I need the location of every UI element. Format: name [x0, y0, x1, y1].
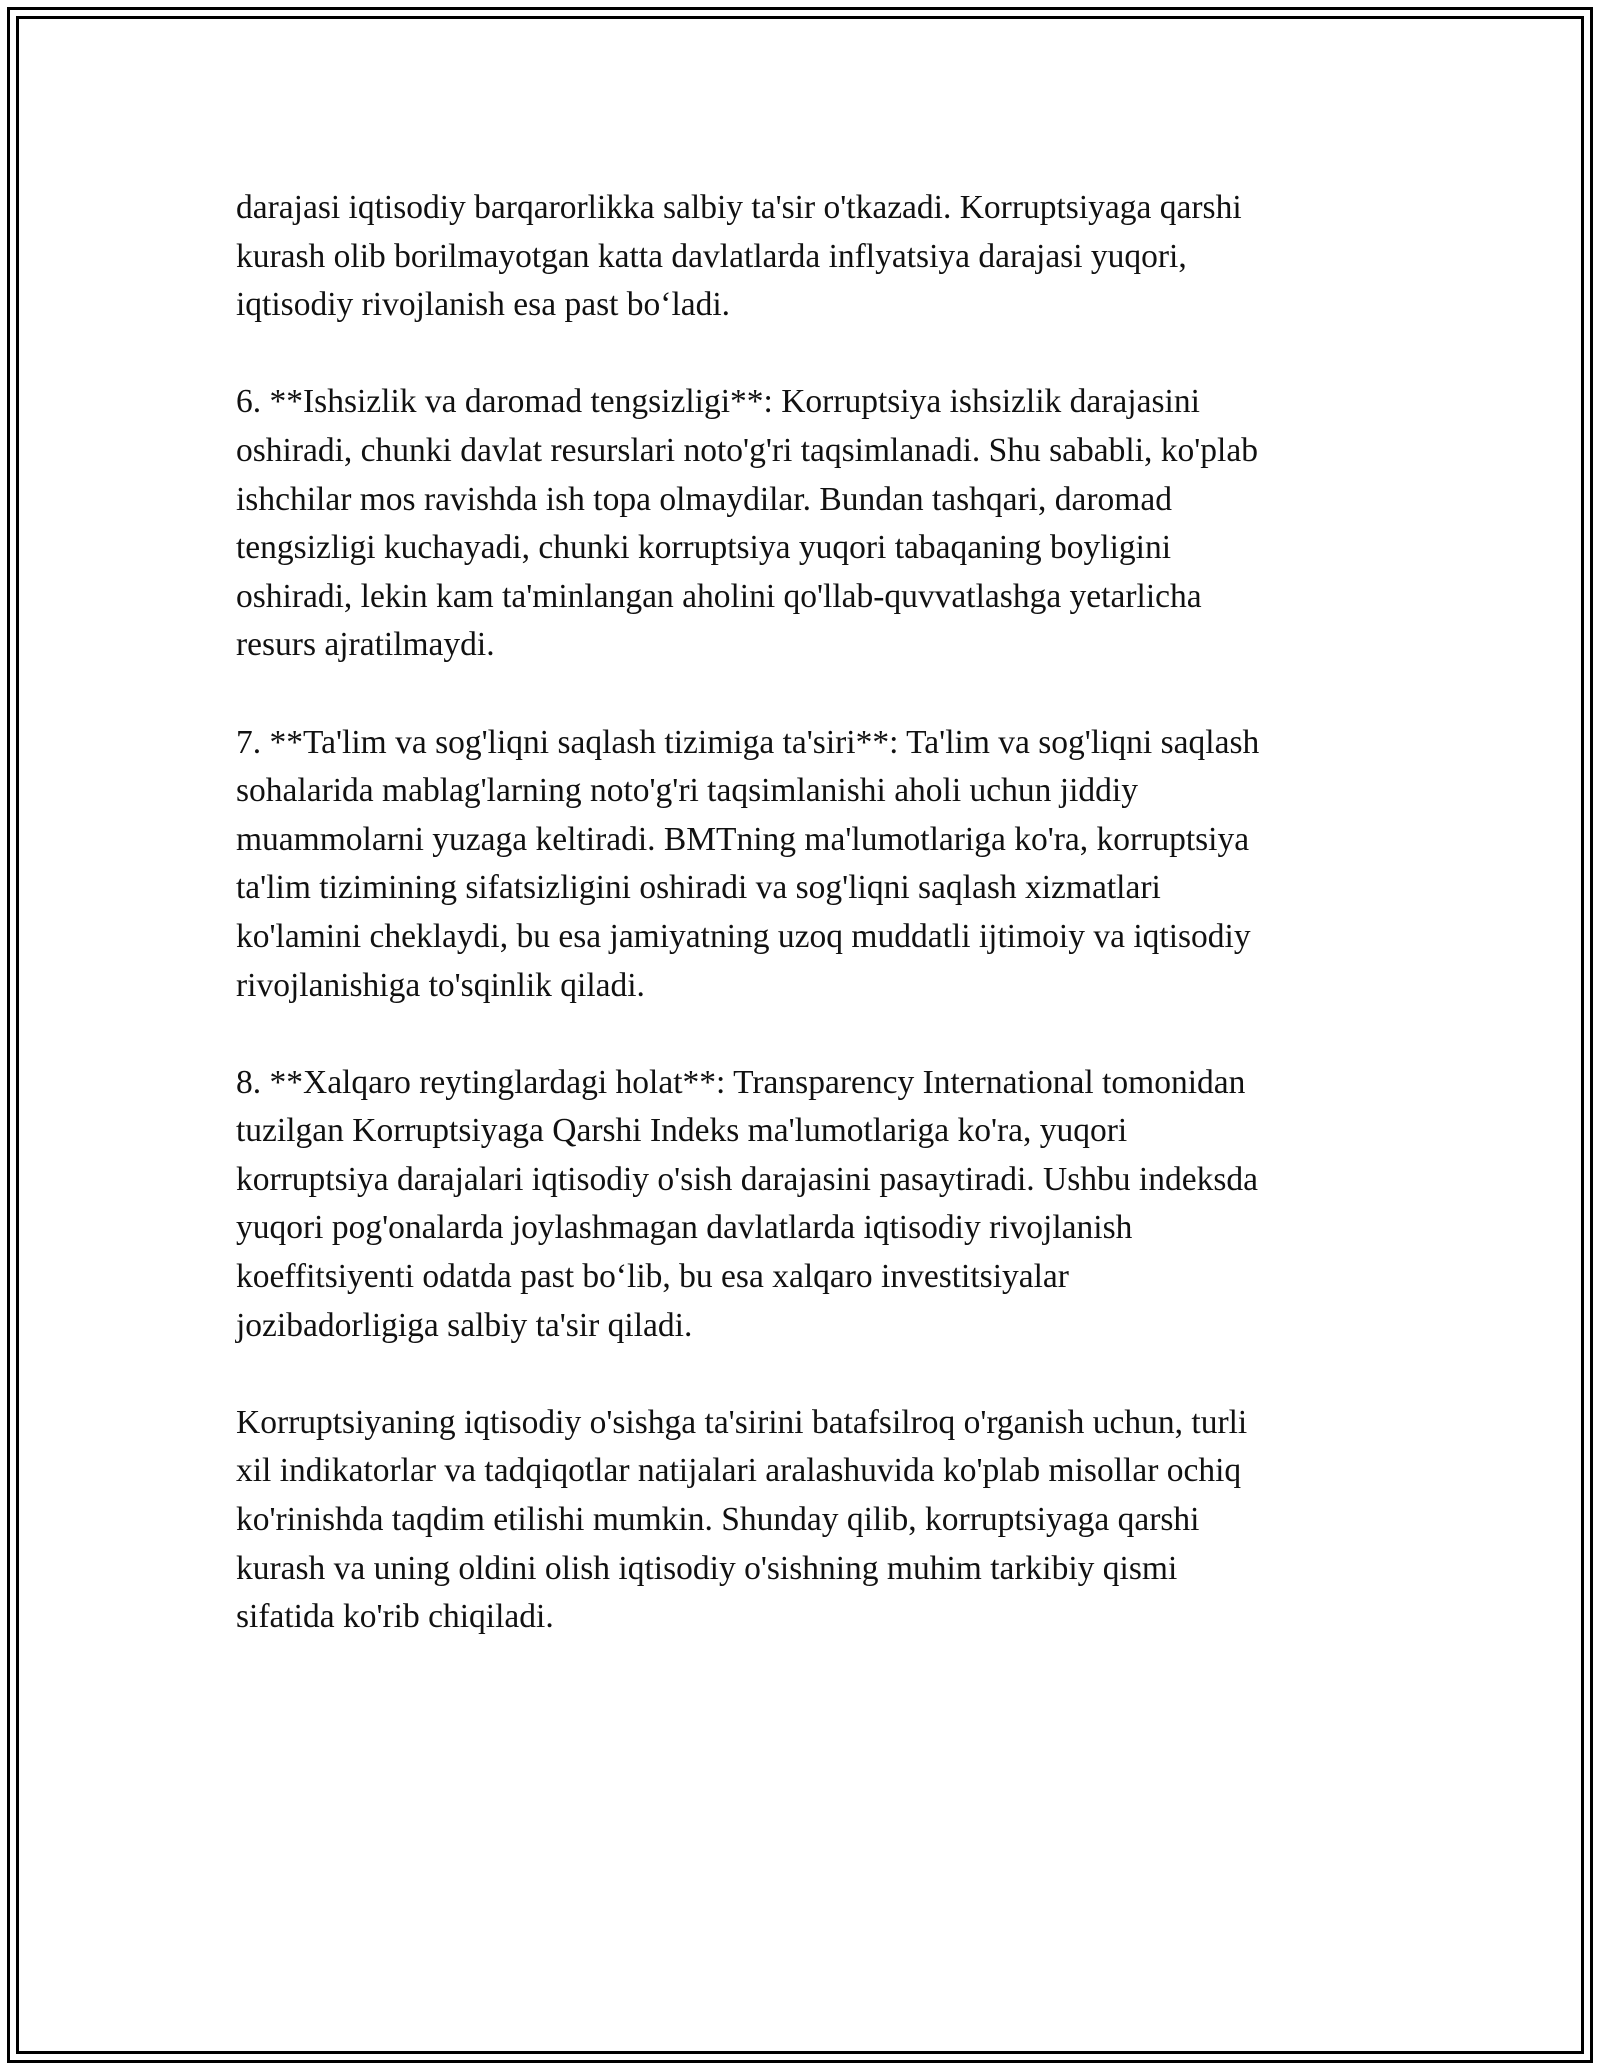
paragraph-unemployment-inequality: 6. **Ishsizlik va daromad tengsizligi**: Korruptsiya ishsizlik darajasini oshiradi, chunki davlat resurslari noto'g'ri taqsimlanadi. Shu sababli, ko'plab ishchilar mos ravishda ish topa olmaydilar. Bundan tashqari, daromad tengsizligi kuchayadi, chunki korruptsiya yuqori tabaqaning boyligini oshiradi, lekin kam ta'minlangan aholini qo'llab-quvvatlashga yetarlicha resurs ajratilmaydi. [236, 383, 1258, 664]
paragraph-conclusion: Korruptsiyaning iqtisodiy o'sishga ta'sirini batafsilroq o'rganish uchun, turli xil indikatorlar va tadqiqotlar natijalari aralashuvida ko'plab misollar ochiq ko'rinishda taqdim etilishi mumkin. Shunday qilib, korruptsiyaga qarshi kurash va uning oldini olish iqtisodiy o'sishning muhim tarkibiy qismi sifatida ko'rib chiqiladi. [236, 1403, 1248, 1636]
paragraph-education-health: 7. **Ta'lim va sog'liqni saqlash tizimiga ta'siri**: Ta'lim va sog'liqni saqlash sohalarida mablag'larning noto'g'ri taqsimlanishi aholi uchun jiddiy muammolarni yuzaga keltiradi. BMTning ma'lumotlariga ko'ra, korruptsiya ta'lim tizimining sifatsizligini oshiradi va sog'liqni saqlash xizmatlari ko'lamini cheklaydi, bu esa jamiyatning uzoq muddatli ijtimoiy va iqtisodiy rivojlanishiga to'sqinlik qiladi. [236, 723, 1260, 1004]
paragraph-inflation-continuation: darajasi iqtisodiy barqarorlikka salbiy ta'sir o'tkazadi. Korruptsiyaga qarshi kurash olib borilmayotgan katta davlatlarda inflyatsiya darajasi yuqori, iqtisodiy rivojlanish esa past bo‘ladi. [236, 189, 1242, 324]
document-body [236, 184, 1386, 1690]
paragraph-international-ratings: 8. **Xalqaro reytinglardagi holat**: Transparency International tomonidan tuzilgan Korruptsiyaga Qarshi Indeks ma'lumotlariga ko'ra, yuqori korruptsiya darajalari iqtisodiy o'sish darajasini pasaytiradi. Ushbu indeksda yuqori pog'onalarda joylashmagan davlatlarda iqtisodiy rivojlanish koeffitsiyenti odatda past bo‘lib, bu esa xalqaro investitsiyalar jozibadorligiga salbiy ta'sir qiladi. [236, 1063, 1258, 1344]
